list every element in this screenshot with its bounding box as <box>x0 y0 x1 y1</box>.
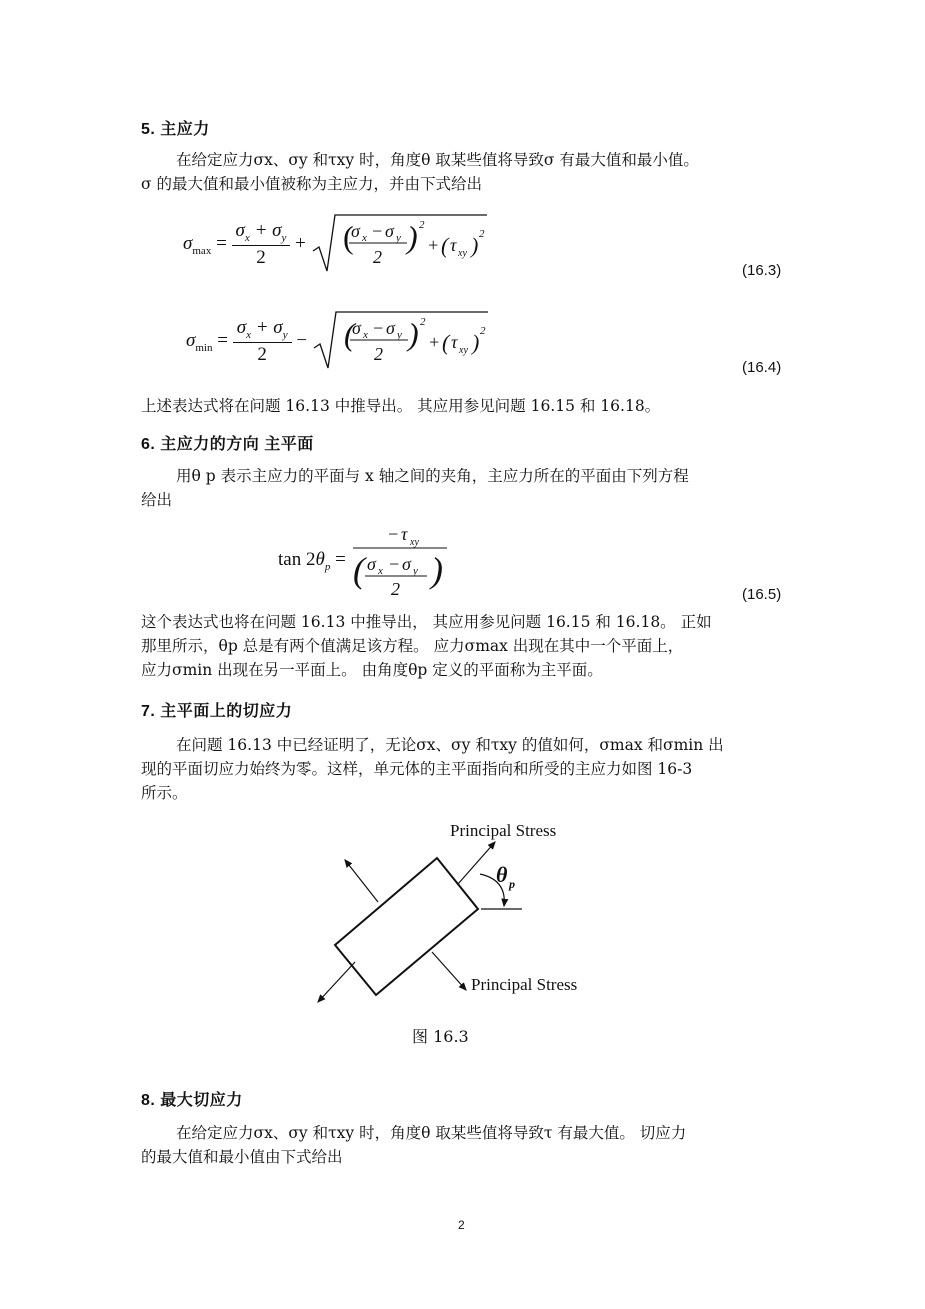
section-8-line-1: 在给定应力σx、σy 和τxy 时，角度θ 取某些值将导致τ 有最大值。 切应力 <box>176 1124 687 1142</box>
svg-text:2: 2 <box>479 325 486 337</box>
svg-text:−: − <box>386 524 399 544</box>
sqrt-sign <box>312 310 490 372</box>
svg-text:σ: σ <box>350 221 360 241</box>
section-5-heading: 5. 主应力 <box>141 121 210 138</box>
section-5-paragraph <box>141 148 786 196</box>
fraction-tau-over-diff <box>351 520 451 600</box>
equation-tan-2theta: $\tan 2\theta_p$ = − τ xy ( σ x − σ y 2 ) <box>278 520 451 600</box>
principal-stress-label-bottom: Principal Stress <box>471 975 578 994</box>
equation-number-16-3: (16.3) <box>742 262 782 279</box>
figure-caption: 图 16.3 <box>412 1027 469 1046</box>
svg-text:2: 2 <box>373 344 383 364</box>
svg-text:2: 2 <box>418 219 425 231</box>
svg-text:σ: σ <box>384 221 394 241</box>
svg-text:): ) <box>407 316 419 352</box>
equation-sigma-max: $\sigma_{max}$ = $\frac{\sigma_x + \sigma_y}{2}$ + ( σ x − σ y 2 ) 2 + ( τ xy ) 2 <box>183 213 489 275</box>
section-7-heading: 7. 主平面上的切应力 <box>141 703 293 720</box>
svg-text:σ: σ <box>385 318 395 338</box>
svg-text:x: x <box>361 232 367 244</box>
svg-text:xy: xy <box>458 345 468 356</box>
svg-text:σ: σ <box>366 554 376 574</box>
svg-text:σ: σ <box>351 318 361 338</box>
page-number: 2 <box>458 1218 465 1232</box>
section-7-paragraph <box>141 733 786 805</box>
arrow-upper-left <box>345 860 378 902</box>
svg-text:): ) <box>430 550 443 590</box>
equation-number-16-5: (16.5) <box>742 586 782 603</box>
section-5-line-2: σ 的最大值和最小值被称为主应力，并由下式给出 <box>141 175 483 193</box>
section-5-after-text: 上述表达式将在问题 16.13 中推导出。 其应用参见问题 16.15 和 16.18。 <box>141 397 661 415</box>
section-7-line-1: 在问题 16.13 中已经证明了，无论σx、σy 和τxy 的值如何，σmax 和σmin 出 <box>176 736 724 754</box>
theta-p-subscript: p <box>509 877 515 891</box>
svg-text:+: + <box>426 235 439 255</box>
equation-sigma-min: $\sigma_{min}$ = $\frac{\sigma_x + \sigma_y}{2}$ − ( σ x − σ y 2 ) 2 + ( τ xy ) 2 <box>186 310 490 372</box>
svg-text:2: 2 <box>478 228 485 240</box>
section-8-line-2: 的最大值和最小值由下式给出 <box>141 1148 343 1166</box>
svg-text:xy: xy <box>409 537 419 548</box>
stress-element-rectangle <box>335 858 478 995</box>
svg-text:+: + <box>427 332 440 352</box>
section-6-after-line-3: 应力σmin 出现在另一平面上。 由角度θp 定义的平面称为主平面。 <box>141 661 603 679</box>
svg-text:−: − <box>370 221 383 241</box>
svg-text:(: ( <box>441 330 450 355</box>
svg-text:(: ( <box>352 550 365 590</box>
principal-stress-label-top: Principal Stress <box>450 821 557 840</box>
section-6-paragraph <box>141 464 786 512</box>
arrow-principal-stress-bottom <box>432 952 466 990</box>
section-6-after-text <box>141 610 786 682</box>
svg-text:τ: τ <box>400 524 407 544</box>
svg-text:y: y <box>395 232 401 244</box>
svg-text:−: − <box>387 554 400 574</box>
section-5-line-1: 在给定应力σx、σy 和τxy 时，角度θ 取某些值将导致σ 有最大值和最小值。 <box>176 151 699 169</box>
svg-text:xy: xy <box>457 248 467 259</box>
svg-text:2: 2 <box>372 247 382 267</box>
svg-text:): ) <box>471 330 480 355</box>
section-6-after-line-1: 这个表达式也将在问题 16.13 中推导出， 其应用参见问题 16.15 和 16.18。 正如 <box>141 613 712 631</box>
sqrt-sign <box>311 213 489 275</box>
svg-text:x: x <box>377 565 383 577</box>
arrow-lower-left <box>318 962 355 1002</box>
svg-text:y: y <box>396 329 402 341</box>
principal-stress-figure <box>300 812 610 1017</box>
svg-text:τ: τ <box>449 235 457 255</box>
section-6-after-line-2: 那里所示，θp 总是有两个值满足该方程。 应力σmax 出现在其中一个平面上， <box>141 637 684 655</box>
svg-text:y: y <box>412 565 418 577</box>
section-8-paragraph <box>141 1121 786 1169</box>
svg-text:(: ( <box>440 233 448 258</box>
section-8-heading: 8. 最大切应力 <box>141 1092 243 1109</box>
svg-text:2: 2 <box>419 316 426 328</box>
svg-text:): ) <box>406 219 418 255</box>
svg-text:(: ( <box>342 219 354 255</box>
svg-text:): ) <box>470 233 478 258</box>
svg-text:(: ( <box>343 316 355 352</box>
svg-text:τ: τ <box>450 332 458 352</box>
theta-p-label: θ <box>496 862 508 887</box>
svg-text:−: − <box>371 318 384 338</box>
equation-number-16-4: (16.4) <box>742 359 782 376</box>
section-6-line-1: 用θ p 表示主应力的平面与 x 轴之间的夹角，主应力所在的平面由下列方程 <box>176 467 689 485</box>
section-7-line-2: 现的平面切应力始终为零。这样，单元体的主平面指向和所受的主应力如图 16-3 <box>141 760 693 778</box>
svg-text:2: 2 <box>390 579 400 599</box>
section-6-heading: 6. 主应力的方向 主平面 <box>141 436 314 453</box>
svg-text:x: x <box>362 329 368 341</box>
section-7-line-3: 所示。 <box>141 784 188 802</box>
section-6-line-2: 给出 <box>141 491 173 509</box>
svg-text:σ: σ <box>401 554 411 574</box>
